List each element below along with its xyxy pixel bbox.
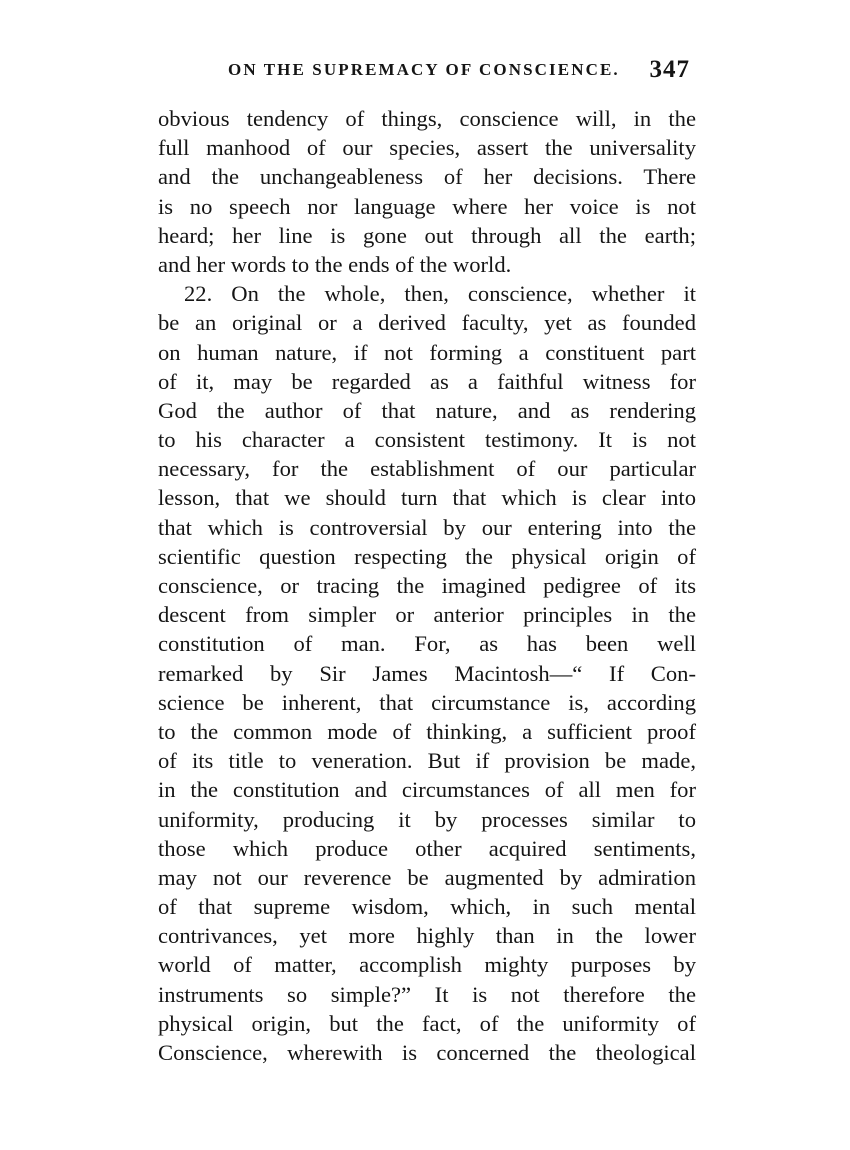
- text-line: remarked by Sir James Macintosh—“ If Con-: [158, 660, 696, 686]
- text-line: heard; her line is gone out through all the earth;: [158, 222, 696, 248]
- running-head: [228, 56, 690, 88]
- text-line: that which is controversial by our entering into the: [158, 514, 696, 540]
- text-line: and her words to the ends of the world.: [158, 251, 512, 277]
- text-line: God the author of that nature, and as rendering: [158, 397, 696, 423]
- text-line: to his character a consistent testimony. It is not: [158, 427, 696, 453]
- text-line: Conscience, wherewith is concerned the theological: [158, 1040, 696, 1065]
- text-line: constitution of man. For, as has been well: [158, 631, 696, 657]
- text-line: on human nature, if not forming a constituent part: [158, 339, 696, 365]
- page-number: 347: [649, 56, 690, 83]
- text-line: full manhood of our species, assert the universality: [158, 135, 696, 161]
- text-line: lesson, that we should turn that which is clear into: [158, 485, 696, 511]
- text-line: those which produce other acquired sentiments,: [158, 835, 696, 861]
- text-line: may not our reverence be augmented by admiration: [158, 864, 696, 890]
- text-line: of its title to veneration. But if provision be made,: [158, 748, 696, 774]
- text-line: necessary, for the establishment of our particular: [158, 456, 696, 482]
- text-line: 22. On the whole, then, conscience, whether it: [184, 281, 696, 307]
- running-head-title: ON THE SUPREMACY OF CONSCIENCE.: [228, 60, 620, 79]
- text-line: is no speech nor language where her voice is not: [158, 193, 696, 219]
- body-text: [158, 104, 696, 1067]
- text-line: to the common mode of thinking, a sufficient proof: [158, 718, 696, 744]
- text-line: instruments so simple?” It is not therefore the: [158, 981, 696, 1007]
- text-line: obvious tendency of things, conscience will, in the: [158, 106, 696, 131]
- text-line: conscience, or tracing the imagined pedigree of its: [158, 573, 696, 598]
- text-line: contrivances, yet more highly than in the lower: [158, 923, 696, 949]
- text-line: physical origin, but the fact, of the uniformity of: [158, 1010, 696, 1036]
- text-line: scientific question respecting the physical origin of: [158, 543, 696, 569]
- text-line: world of matter, accomplish mighty purposes by: [158, 952, 696, 978]
- text-line: descent from simpler or anterior principles in the: [158, 602, 696, 628]
- text-line: be an original or a derived faculty, yet as founded: [158, 310, 696, 336]
- text-line: and the unchangeableness of her decisions. There: [158, 164, 696, 190]
- text-line: in the constitution and circumstances of all men for: [158, 777, 696, 803]
- text-line: of it, may be regarded as a faithful witness for: [158, 368, 696, 394]
- text-line: of that supreme wisdom, which, in such mental: [158, 894, 696, 920]
- text-line: science be inherent, that circumstance is, according: [158, 689, 696, 715]
- text-line: uniformity, producing it by processes similar to: [158, 806, 696, 832]
